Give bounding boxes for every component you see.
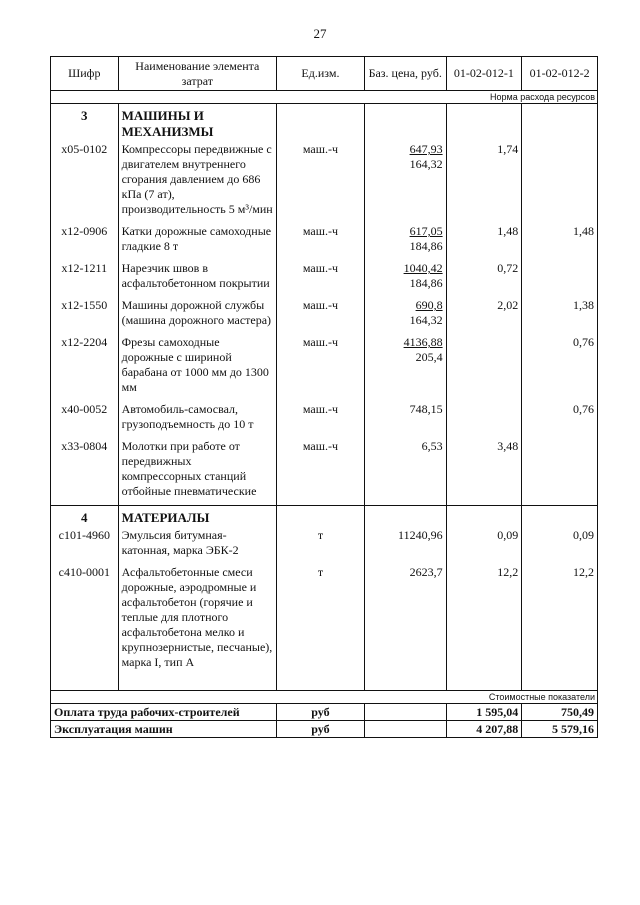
resource-price: 748,15 [409, 402, 443, 416]
resource-row [51, 564, 598, 676]
resource-price: 6,53 [421, 439, 443, 453]
spacer-row [51, 676, 598, 691]
cost-band-row [51, 691, 598, 704]
resource-name: Компрессоры передвижные с двигателем внутреннего сгорания давлением до 686 кПа (7 ат), производительность 5 м³/мин [118, 141, 276, 223]
resource-price: 2623,7 [409, 565, 443, 579]
resource-price: 647,93 [409, 142, 443, 156]
resource-price-cell [364, 141, 446, 223]
total-row [51, 704, 598, 721]
section-row [51, 104, 598, 142]
norm-col2 [522, 438, 598, 506]
resource-name: Фрезы самоходные дорожные с шириной барабана от 1000 мм до 1300 мм [118, 334, 276, 401]
resource-row [51, 527, 598, 564]
empty-cell [446, 506, 522, 528]
empty-cell [522, 104, 598, 142]
resource-price-labor: 184,86 [409, 239, 443, 253]
resource-unit: маш.-ч [277, 401, 365, 438]
empty-cell [277, 506, 365, 528]
norm-col1: 3,48 [446, 438, 522, 506]
resource-row [51, 401, 598, 438]
resource-price-labor: 164,32 [409, 313, 443, 327]
resource-unit: маш.-ч [277, 297, 365, 334]
resource-unit: т [277, 527, 365, 564]
resource-price: 690,8 [415, 298, 443, 312]
empty-cell [446, 104, 522, 142]
section-row [51, 506, 598, 528]
resource-name: Асфальтобетонные смеси дорожные, аэродромные и асфальтобетон (горячие и теплые для плотного асфальтобетона мелко и крупнозернистые, песчаные), марка I, тип А [118, 564, 276, 676]
resource-price-cell [364, 564, 446, 676]
total-label: Эксплуатация машин [51, 721, 277, 738]
resource-row [51, 438, 598, 506]
resource-code: с101-4960 [51, 527, 119, 564]
resource-unit: т [277, 564, 365, 676]
norm-col1 [446, 401, 522, 438]
resource-row [51, 297, 598, 334]
resource-price-cell [364, 527, 446, 564]
section-number-cell [51, 104, 119, 142]
cost-band: Стоимостные показатели [51, 691, 598, 704]
total-col1: 1 595,04 [446, 704, 522, 721]
norm-band-row [51, 91, 598, 104]
resource-code: х12-1550 [51, 297, 119, 334]
header-price: Баз. цена, руб. [364, 57, 446, 91]
empty-cell [51, 676, 119, 691]
resource-table [50, 56, 598, 738]
resource-name: Автомобиль-самосвал, грузоподъемность до 10 т [118, 401, 276, 438]
page-number: 27 [313, 26, 327, 41]
resource-unit: маш.-ч [277, 260, 365, 297]
norm-col2: 0,76 [522, 401, 598, 438]
resource-price: 617,05 [409, 224, 443, 238]
section-title: МАТЕРИАЛЫ [121, 510, 210, 525]
resource-price-cell [364, 260, 446, 297]
resource-price-labor: 205,4 [415, 350, 443, 364]
total-unit: руб [277, 704, 365, 721]
resource-price-labor: 164,32 [409, 157, 443, 171]
norm-col2: 1,48 [522, 223, 598, 260]
resource-code: х12-2204 [51, 334, 119, 401]
empty-cell [364, 676, 446, 691]
resource-price-labor: 184,86 [409, 276, 443, 290]
norm-col1: 1,48 [446, 223, 522, 260]
header-col1: 01-02-012-1 [446, 57, 522, 91]
section-title-cell [118, 506, 276, 528]
total-label: Оплата труда рабочих-строителей [51, 704, 277, 721]
norm-col1 [446, 334, 522, 401]
total-col2: 5 579,16 [522, 721, 598, 738]
resource-code: х12-0906 [51, 223, 119, 260]
norm-col2 [522, 141, 598, 223]
empty-cell [364, 506, 446, 528]
header-row [51, 57, 598, 91]
resource-unit: маш.-ч [277, 223, 365, 260]
norm-col2 [522, 260, 598, 297]
resource-unit: маш.-ч [277, 141, 365, 223]
resource-row [51, 223, 598, 260]
resource-row [51, 141, 598, 223]
section-number: 4 [81, 510, 88, 525]
resource-price: 11240,96 [398, 528, 443, 542]
norm-col1: 2,02 [446, 297, 522, 334]
empty-cell [364, 721, 446, 738]
norm-col1: 1,74 [446, 141, 522, 223]
resource-name: Машины дорожной службы (машина дорожного мастера) [118, 297, 276, 334]
resource-price-cell [364, 334, 446, 401]
empty-cell [522, 676, 598, 691]
total-row [51, 721, 598, 738]
empty-cell [364, 104, 446, 142]
resource-price: 1040,42 [403, 261, 443, 275]
resource-price-cell [364, 401, 446, 438]
total-col2: 750,49 [522, 704, 598, 721]
resource-code: х05-0102 [51, 141, 119, 223]
resource-name: Нарезчик швов в асфальтобетонном покрытии [118, 260, 276, 297]
norm-band: Норма расхода ресурсов [51, 91, 598, 104]
norm-col2: 0,76 [522, 334, 598, 401]
section-number-cell [51, 506, 119, 528]
resource-price: 4136,88 [403, 335, 443, 349]
total-col1: 4 207,88 [446, 721, 522, 738]
norm-col2: 0,09 [522, 527, 598, 564]
resource-code: х12-1211 [51, 260, 119, 297]
resource-price-cell [364, 223, 446, 260]
norm-col2: 1,38 [522, 297, 598, 334]
norm-col1: 0,09 [446, 527, 522, 564]
section-title: МАШИНЫ И МЕХАНИЗМЫ [121, 108, 214, 139]
section-title-cell [118, 104, 276, 142]
header-name: Наименование элемента затрат [118, 57, 276, 91]
resource-name: Эмульсия битумная-катонная, марка ЭБК-2 [118, 527, 276, 564]
resource-row [51, 260, 598, 297]
section-number: 3 [81, 108, 88, 123]
norm-col2: 12,2 [522, 564, 598, 676]
total-unit: руб [277, 721, 365, 738]
empty-cell [364, 704, 446, 721]
norm-col1: 0,72 [446, 260, 522, 297]
resource-name: Катки дорожные самоходные гладкие 8 т [118, 223, 276, 260]
resource-row [51, 334, 598, 401]
resource-unit: маш.-ч [277, 438, 365, 506]
norm-col1: 12,2 [446, 564, 522, 676]
empty-cell [446, 676, 522, 691]
resource-name: Молотки при работе от передвижных компрессорных станций отбойные пневматические [118, 438, 276, 506]
resource-code: х40-0052 [51, 401, 119, 438]
resource-code: х33-0804 [51, 438, 119, 506]
header-unit: Ед.изм. [277, 57, 365, 91]
empty-cell [277, 104, 365, 142]
empty-cell [522, 506, 598, 528]
empty-cell [118, 676, 276, 691]
header-col2: 01-02-012-2 [522, 57, 598, 91]
resource-code: с410-0001 [51, 564, 119, 676]
empty-cell [277, 676, 365, 691]
header-code: Шифр [51, 57, 119, 91]
resource-unit: маш.-ч [277, 334, 365, 401]
resource-price-cell [364, 438, 446, 506]
resource-price-cell [364, 297, 446, 334]
